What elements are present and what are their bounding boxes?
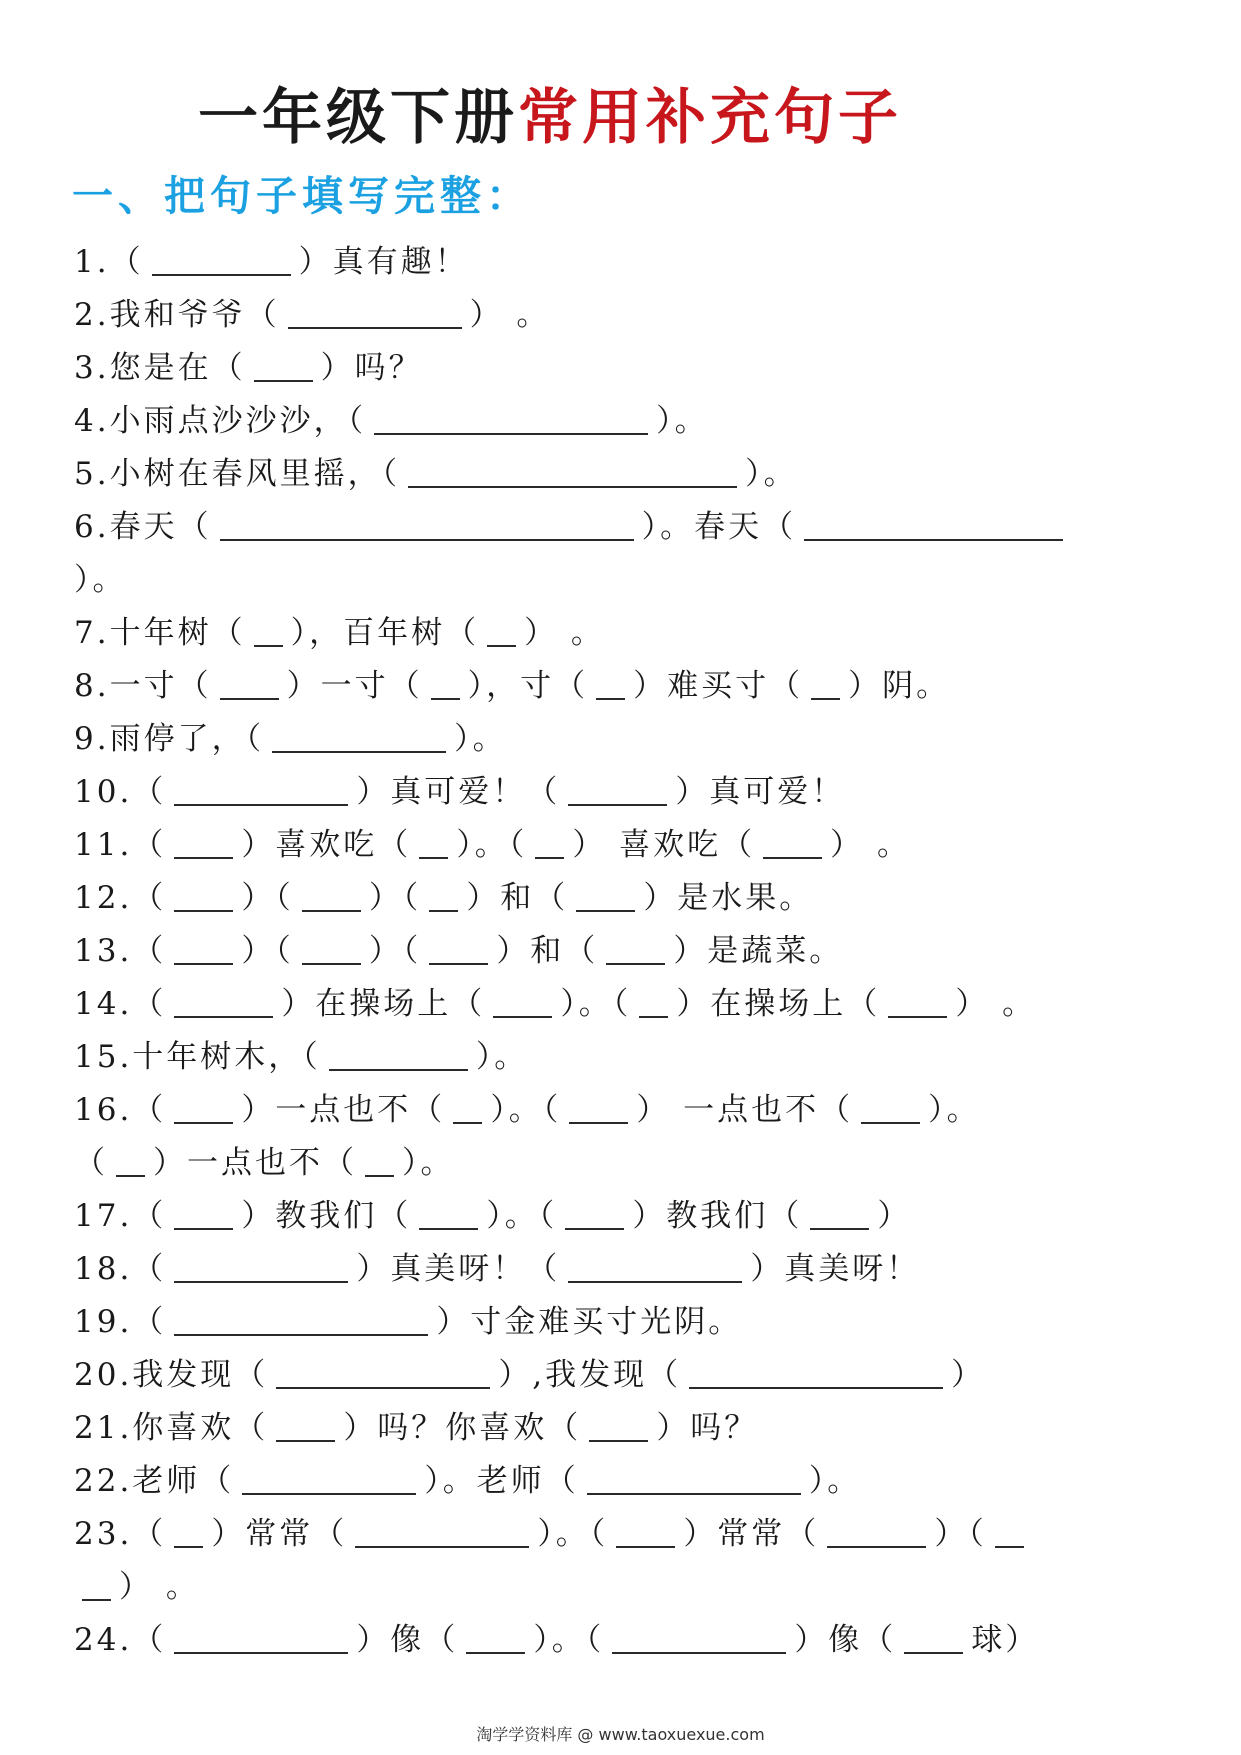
exercise-line [74,1455,1169,1508]
sentence-text: ）（ [241,933,294,969]
sentence-text: ） 。 [119,1569,200,1605]
exercise-line [74,554,1169,607]
sentence-text: ），百年树（ [290,615,480,651]
fill-blank[interactable] [606,927,665,965]
sentence-text: 球） [971,1622,1040,1658]
sentence-text: 9.雨停了，（ [74,721,265,757]
sentence-text: 12.（ [74,880,167,916]
exercise-line [74,1349,1169,1402]
fill-blank[interactable] [302,874,361,912]
exercise-line [74,236,1169,289]
exercise-line [74,1614,1169,1667]
exercise-line [74,1561,1169,1614]
sentence-text: ）。 [808,1463,862,1499]
exercise-line [74,1137,1169,1190]
fill-blank[interactable] [904,1616,963,1654]
exercise-line [74,607,1169,660]
fill-blank[interactable] [466,1616,525,1654]
fill-blank[interactable] [174,768,348,806]
fill-blank[interactable] [587,1457,801,1495]
fill-blank[interactable] [811,662,840,700]
sentence-text: ）吗？ [320,350,423,386]
fill-blank[interactable] [174,1298,428,1336]
sentence-text: ），寸（ [467,668,589,704]
exercise-line [74,1031,1169,1084]
sentence-text: ） 。 [524,615,605,651]
fill-blank[interactable] [861,1086,920,1124]
fill-blank[interactable] [242,1457,416,1495]
sentence-text: ）吗？你喜欢（ [343,1410,582,1446]
sentence-text: ）真美呀！ [750,1251,921,1287]
sentence-text: 10.（ [74,774,167,810]
exercise-line [74,1190,1169,1243]
sentence-text: 3.您是在（ [74,350,246,386]
sentence-text: 24.（ [74,1622,167,1658]
sentence-text: ）常常（ [211,1516,348,1552]
exercise-line [74,448,1169,501]
exercise-line [74,1084,1169,1137]
sentence-text: ） 喜欢吃（ [572,827,756,863]
sentence-text: 7.十年树（ [74,615,246,651]
section-heading: 一、把句子填写完整： [72,172,532,220]
sentence-text: 15.十年树木，（ [74,1039,321,1075]
fill-blank[interactable] [220,662,279,700]
fill-blank[interactable] [174,1192,233,1230]
sentence-text: 2.我和爷爷（ [74,297,280,333]
fill-blank[interactable] [569,1086,628,1124]
fill-blank[interactable] [639,980,668,1018]
exercise-line [74,925,1169,978]
sentence-text: ）吗？ [656,1410,759,1446]
fill-blank[interactable] [429,874,458,912]
exercise-line [74,660,1169,713]
fill-blank[interactable] [763,821,822,859]
sentence-text: 18.（ [74,1251,167,1287]
sentence-text: ）一点也不（ [153,1145,357,1181]
fill-blank[interactable] [329,1033,468,1071]
fill-blank[interactable] [568,768,667,806]
exercise-line [74,501,1169,554]
fill-blank[interactable] [589,1404,648,1442]
sentence-text: ）喜欢吃（ [241,827,412,863]
fill-blank[interactable] [174,821,233,859]
sentence-text: ）像（ [356,1622,459,1658]
sentence-text: 4.小雨点沙沙沙，（ [74,403,367,439]
fill-blank[interactable] [419,821,448,859]
fill-blank[interactable] [408,450,737,488]
exercise-line [74,713,1169,766]
sentence-text: ）。（ [456,827,528,863]
title-part-black: 一年级下册 [198,83,518,153]
sentence-text: ）真可爱！ [675,774,846,810]
sentence-text: ）,我发现（ [498,1357,682,1393]
fill-blank[interactable] [355,1510,529,1548]
fill-blank[interactable] [174,1086,233,1124]
sentence-text: ）阴。 [848,668,951,704]
fill-blank[interactable] [431,662,460,700]
fill-blank[interactable] [576,874,635,912]
sentence-text: ）寸金难买寸光阴。 [436,1304,743,1340]
fill-blank[interactable] [276,1351,490,1389]
sentence-text: ）一寸（ [286,668,423,704]
sentence-text: 22.老师（ [74,1463,235,1499]
fill-blank[interactable] [689,1351,943,1389]
fill-blank[interactable] [174,1245,348,1283]
sentence-text: ）教我们（ [241,1198,412,1234]
sentence-text: 16.（ [74,1092,167,1128]
sentence-text: ）。 [928,1092,981,1128]
exercise-line [74,1296,1169,1349]
sentence-text: ）。 [402,1145,455,1181]
fill-blank[interactable] [827,1510,926,1548]
sentence-text: 1.（ [74,244,144,280]
fill-blank[interactable] [453,1086,482,1124]
fill-blank[interactable] [596,662,625,700]
exercise-line [74,1243,1169,1296]
sentence-text: ）。（ [490,1092,562,1128]
exercise-list [74,236,1169,1667]
exercise-line [74,289,1169,342]
sentence-text: （ [74,1145,108,1181]
fill-blank[interactable] [419,1192,478,1230]
sentence-text: ）教我们（ [632,1198,803,1234]
fill-blank[interactable] [174,874,233,912]
fill-blank[interactable] [272,715,446,753]
fill-blank[interactable] [429,927,488,965]
fill-blank[interactable] [365,1139,394,1177]
exercise-line [74,819,1169,872]
fill-blank[interactable] [174,1510,203,1548]
fill-blank[interactable] [254,609,283,647]
sentence-text: 8.一寸（ [74,668,212,704]
fill-blank[interactable] [82,1563,111,1601]
sentence-text: 5.小树在春风里摇，（ [74,456,401,492]
fill-blank[interactable] [174,1616,348,1654]
sentence-text: 23.（ [74,1516,167,1552]
sentence-text: ）。 [454,721,507,757]
sentence-text: ）一点也不（ [241,1092,446,1128]
sentence-text: 19.（ [74,1304,167,1340]
sentence-text: ）。（ [537,1516,609,1552]
fill-blank[interactable] [888,980,947,1018]
fill-blank[interactable] [804,503,1063,541]
sentence-text: ）常常（ [683,1516,820,1552]
fill-blank[interactable] [302,927,361,965]
sentence-text: 13.（ [74,933,167,969]
sentence-text: ） 。 [955,986,1037,1022]
exercise-line [74,342,1169,395]
sentence-text: ）在操场上（ [281,986,486,1022]
sentence-text: ）（ [934,1516,987,1552]
fill-blank[interactable] [565,1192,624,1230]
fill-blank[interactable] [152,238,291,276]
fill-blank[interactable] [174,980,273,1018]
sentence-text: ）难买寸（ [633,668,804,704]
sentence-text: ）（ [368,880,422,916]
sentence-text: 6.春天（ [74,509,212,545]
fill-blank[interactable] [116,1139,145,1177]
title-part-red: 常用补充句子 [518,83,902,153]
sentence-text: ）在操场上（ [676,986,881,1022]
fill-blank[interactable] [487,609,516,647]
sentence-text: ）。（ [533,1622,605,1658]
sentence-text: 11.（ [74,827,167,863]
sentence-text: ）。（ [560,986,632,1022]
exercise-line [74,395,1169,448]
fill-blank[interactable] [174,927,233,965]
sentence-text: ）和（ [466,880,569,916]
fill-blank[interactable] [995,1510,1024,1548]
fill-blank[interactable] [493,980,552,1018]
footer-watermark: 淘学学资料库 @ www.taoxuexue.com [476,1725,765,1744]
fill-blank[interactable] [288,291,462,329]
fill-blank[interactable] [374,397,648,435]
sentence-text: ）真美呀！（ [356,1251,561,1287]
sentence-text: 14.（ [74,986,167,1022]
sentence-text: ） 一点也不（ [636,1092,854,1128]
exercise-line [74,766,1169,819]
exercise-line [74,1402,1169,1455]
exercise-line [74,1508,1169,1561]
sentence-text: 20.我发现（ [74,1357,269,1393]
sentence-text: ） [951,1357,986,1393]
sentence-text: ）。 [745,456,798,492]
fill-blank[interactable] [220,503,634,541]
exercise-line [74,978,1169,1031]
sentence-text: ）。 [475,1039,529,1075]
fill-blank[interactable] [276,1404,335,1442]
fill-blank[interactable] [535,821,564,859]
fill-blank[interactable] [810,1192,869,1230]
sentence-text: ） [877,1198,912,1234]
sentence-text: 17.（ [74,1198,167,1234]
fill-blank[interactable] [612,1616,786,1654]
sentence-text: ）真可爱！（ [356,774,561,810]
sentence-text: ）是水果。 [643,880,814,916]
page-title [0,78,1100,158]
sentence-text: ）。 [74,562,127,598]
fill-blank[interactable] [616,1510,675,1548]
sentence-text: ）。 [656,403,709,439]
sentence-text: ）和（ [496,933,599,969]
sentence-text: ）。春天（ [641,509,797,545]
sentence-text: ）。老师（ [424,1463,579,1499]
sentence-text: ）（ [241,880,294,916]
sentence-text: ）真有趣！ [298,244,469,280]
sentence-text: ）是蔬菜。 [673,933,844,969]
fill-blank[interactable] [254,344,313,382]
fill-blank[interactable] [568,1245,742,1283]
exercise-line [74,872,1169,925]
sentence-text: ）。（ [486,1198,558,1234]
sentence-text: ）像（ [794,1622,897,1658]
sentence-text: ） 。 [830,827,912,863]
sentence-text: ）（ [368,933,422,969]
sentence-text: ） 。 [469,297,551,333]
sentence-text: 21.你喜欢（ [74,1410,269,1446]
